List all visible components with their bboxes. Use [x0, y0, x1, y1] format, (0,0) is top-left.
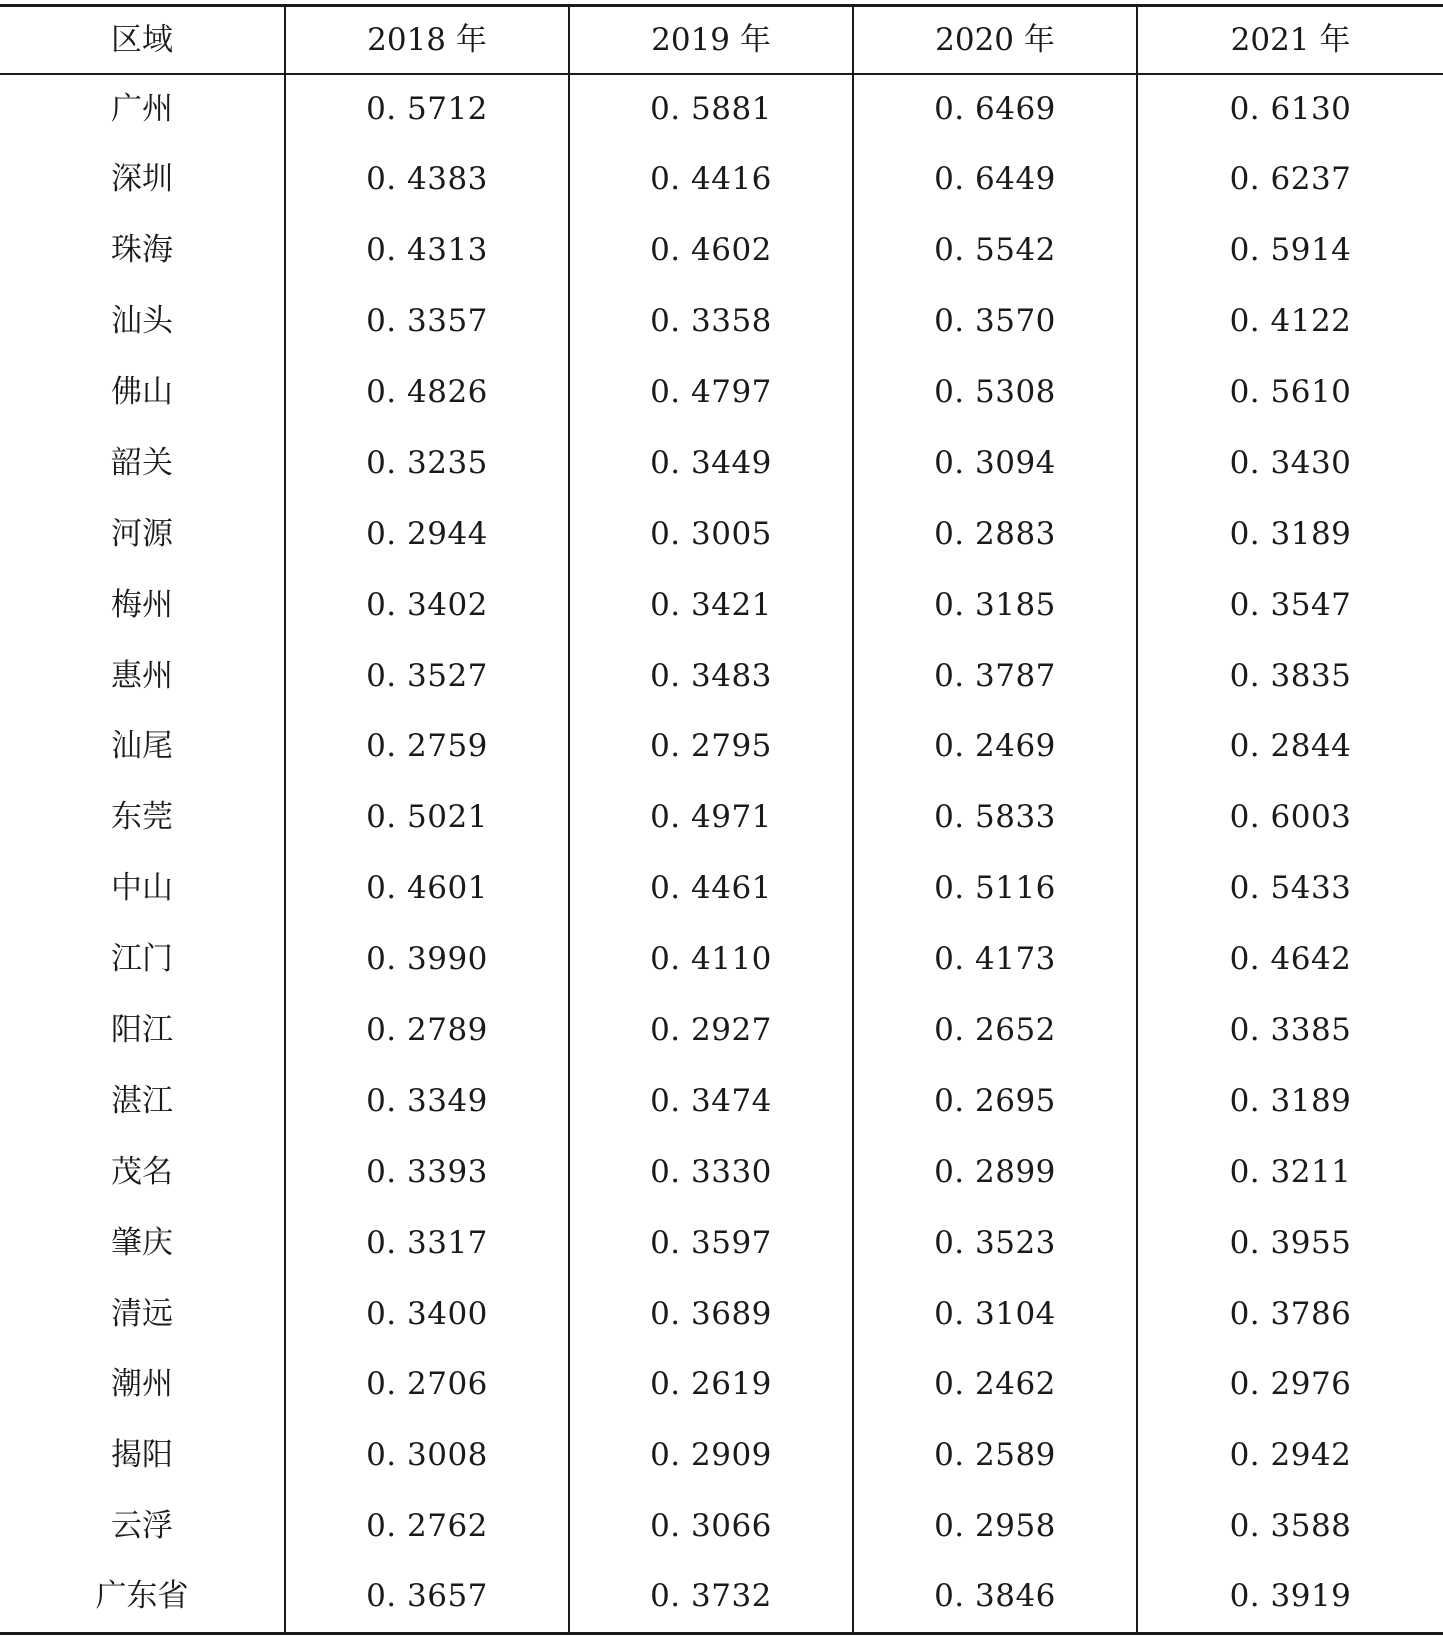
region-cell: 湛江 — [111, 1082, 173, 1119]
value-cell-2021: 0. 3547 — [1137, 570, 1443, 641]
data-table — [0, 4, 1443, 1635]
value-cell-2020: 0. 2469 — [853, 712, 1137, 783]
value-cell-2019: 0. 4797 — [569, 357, 853, 428]
value-cell-2021: 0. 2942 — [1137, 1420, 1443, 1491]
region-cell: 深圳 — [111, 161, 173, 198]
value-cell-2020: 0. 3523 — [853, 1208, 1137, 1279]
value-cell-2021: 0. 5433 — [1137, 853, 1443, 924]
value-cell-2018: 0. 3235 — [285, 428, 569, 499]
value-cell-2018: 0. 3990 — [285, 924, 569, 995]
value-cell-2020: 0. 2695 — [853, 1066, 1137, 1137]
table-row — [0, 428, 1443, 499]
region-cell: 韶关 — [111, 444, 173, 481]
value-cell-2018: 0. 5712 — [285, 74, 569, 145]
value-cell-2020: 0. 3185 — [853, 570, 1137, 641]
region-cell: 茂名 — [111, 1153, 173, 1190]
value-cell-2019: 0. 2619 — [569, 1350, 853, 1421]
value-cell-2021: 0. 4122 — [1137, 286, 1443, 357]
value-cell-2018: 0. 4601 — [285, 853, 569, 924]
value-cell-2018: 0. 3657 — [285, 1562, 569, 1633]
value-cell-2018: 0. 3402 — [285, 570, 569, 641]
region-cell: 佛山 — [111, 374, 173, 410]
value-cell-2021: 0. 4642 — [1137, 924, 1443, 995]
value-cell-2019: 0. 3421 — [569, 570, 853, 641]
value-cell-2021: 0. 3430 — [1137, 428, 1443, 499]
value-cell-2018: 0. 3349 — [285, 1066, 569, 1137]
value-cell-2021: 0. 3786 — [1137, 1279, 1443, 1350]
header-row — [0, 6, 1443, 74]
table-row — [0, 782, 1443, 853]
value-cell-2020: 0. 2462 — [853, 1350, 1137, 1421]
value-cell-2021: 0. 5914 — [1137, 215, 1443, 286]
value-cell-2021: 0. 3919 — [1137, 1562, 1443, 1633]
value-cell-2020: 0. 2899 — [853, 1137, 1137, 1208]
value-cell-2021: 0. 3211 — [1137, 1137, 1443, 1208]
region-cell: 中山 — [111, 870, 173, 907]
value-cell-2018: 0. 4313 — [285, 215, 569, 286]
value-cell-2021: 0. 6237 — [1137, 144, 1443, 215]
region-cell: 河源 — [111, 515, 173, 552]
value-cell-2019: 0. 3483 — [569, 641, 853, 712]
region-cell: 珠海 — [111, 232, 173, 269]
region-cell: 云浮 — [111, 1508, 173, 1545]
region-cell: 阳江 — [111, 1012, 173, 1049]
value-cell-2018: 0. 3317 — [285, 1208, 569, 1279]
value-cell-2021: 0. 6130 — [1137, 74, 1443, 145]
value-cell-2018: 0. 2706 — [285, 1350, 569, 1421]
value-cell-2020: 0. 2958 — [853, 1491, 1137, 1562]
value-cell-2019: 0. 4971 — [569, 782, 853, 853]
value-cell-2019: 0. 4602 — [569, 215, 853, 286]
value-cell-2018: 0. 4826 — [285, 357, 569, 428]
value-cell-2018: 0. 3008 — [285, 1420, 569, 1491]
region-cell: 汕尾 — [111, 728, 173, 765]
value-cell-2018: 0. 2944 — [285, 499, 569, 570]
value-cell-2021: 0. 3835 — [1137, 641, 1443, 712]
table-row — [0, 1279, 1443, 1350]
table-row — [0, 1137, 1443, 1208]
value-cell-2020: 0. 5833 — [853, 782, 1137, 853]
value-cell-2020: 0. 2652 — [853, 995, 1137, 1066]
value-cell-2019: 0. 3689 — [569, 1279, 853, 1350]
value-cell-2020: 0. 3104 — [853, 1279, 1137, 1350]
value-cell-2018: 0. 3527 — [285, 641, 569, 712]
value-cell-2020: 0. 2589 — [853, 1420, 1137, 1491]
value-cell-2020: 0. 6469 — [853, 74, 1137, 145]
value-cell-2018: 0. 3393 — [285, 1137, 569, 1208]
value-cell-2021: 0. 3189 — [1137, 499, 1443, 570]
value-cell-2018: 0. 3357 — [285, 286, 569, 357]
region-cell: 广东省 — [0, 1562, 285, 1633]
value-cell-2019: 0. 4416 — [569, 144, 853, 215]
value-cell-2019: 0. 3597 — [569, 1208, 853, 1279]
value-cell-2019: 0. 3066 — [569, 1491, 853, 1562]
region-cell: 惠州 — [111, 657, 173, 694]
header-cell-2020: 2020 年 — [853, 6, 1137, 74]
value-cell-2020: 0. 4173 — [853, 924, 1137, 995]
header-cell-region: 区域 — [0, 6, 285, 74]
region-cell: 潮州 — [111, 1366, 173, 1403]
value-cell-2020: 0. 5542 — [853, 215, 1137, 286]
value-cell-2019: 0. 3358 — [569, 286, 853, 357]
table-row — [0, 853, 1443, 924]
table-row — [0, 1491, 1443, 1562]
value-cell-2020: 0. 5116 — [853, 853, 1137, 924]
region-cell: 梅州 — [111, 586, 173, 623]
value-cell-2018: 0. 5021 — [285, 782, 569, 853]
value-cell-2020: 0. 3846 — [853, 1562, 1137, 1633]
table-body — [0, 74, 1443, 1634]
value-cell-2019: 0. 5881 — [569, 74, 853, 145]
region-cell: 广州 — [111, 90, 173, 127]
value-cell-2018: 0. 2759 — [285, 712, 569, 783]
table-row — [0, 1420, 1443, 1491]
table-row — [0, 1066, 1443, 1137]
table-row — [0, 570, 1443, 641]
table-row — [0, 1350, 1443, 1421]
table-row — [0, 144, 1443, 215]
value-cell-2019: 0. 2909 — [569, 1420, 853, 1491]
value-cell-2018: 0. 2762 — [285, 1491, 569, 1562]
value-cell-2020: 0. 5308 — [853, 357, 1137, 428]
table-row — [0, 357, 1443, 428]
table-row — [0, 1562, 1443, 1633]
value-cell-2019: 0. 3005 — [569, 499, 853, 570]
region-cell: 江门 — [111, 941, 173, 978]
header-cell-2018: 2018 年 — [285, 6, 569, 74]
table-row — [0, 924, 1443, 995]
table-row — [0, 1208, 1443, 1279]
value-cell-2019: 0. 4461 — [569, 853, 853, 924]
table-header — [0, 6, 1443, 74]
region-cell: 汕头 — [111, 303, 173, 340]
value-cell-2019: 0. 3732 — [569, 1562, 853, 1633]
value-cell-2021: 0. 5610 — [1137, 357, 1443, 428]
value-cell-2021: 0. 3955 — [1137, 1208, 1443, 1279]
value-cell-2021: 0. 2976 — [1137, 1350, 1443, 1421]
header-cell-2021: 2021 年 — [1137, 6, 1443, 74]
table-row — [0, 286, 1443, 357]
value-cell-2020: 0. 2883 — [853, 499, 1137, 570]
value-cell-2020: 0. 3787 — [853, 641, 1137, 712]
value-cell-2019: 0. 3449 — [569, 428, 853, 499]
value-cell-2018: 0. 4383 — [285, 144, 569, 215]
value-cell-2018: 0. 2789 — [285, 995, 569, 1066]
value-cell-2019: 0. 3330 — [569, 1137, 853, 1208]
value-cell-2020: 0. 6449 — [853, 144, 1137, 215]
header-cell-2019: 2019 年 — [569, 6, 853, 74]
value-cell-2021: 0. 6003 — [1137, 782, 1443, 853]
value-cell-2018: 0. 3400 — [285, 1279, 569, 1350]
value-cell-2021: 0. 2844 — [1137, 712, 1443, 783]
table-row — [0, 641, 1443, 712]
value-cell-2019: 0. 3474 — [569, 1066, 853, 1137]
region-cell: 揭阳 — [111, 1437, 173, 1474]
table-row — [0, 499, 1443, 570]
table-row — [0, 995, 1443, 1066]
region-cell: 肇庆 — [111, 1224, 173, 1261]
value-cell-2019: 0. 2927 — [569, 995, 853, 1066]
table-row — [0, 712, 1443, 783]
value-cell-2021: 0. 3385 — [1137, 995, 1443, 1066]
value-cell-2019: 0. 2795 — [569, 712, 853, 783]
region-cell: 东莞 — [111, 799, 173, 836]
table-row — [0, 74, 1443, 145]
value-cell-2021: 0. 3189 — [1137, 1066, 1443, 1137]
value-cell-2019: 0. 4110 — [569, 924, 853, 995]
value-cell-2021: 0. 3588 — [1137, 1491, 1443, 1562]
value-cell-2020: 0. 3570 — [853, 286, 1137, 357]
value-cell-2020: 0. 3094 — [853, 428, 1137, 499]
table-row — [0, 215, 1443, 286]
region-cell: 清远 — [111, 1295, 173, 1332]
